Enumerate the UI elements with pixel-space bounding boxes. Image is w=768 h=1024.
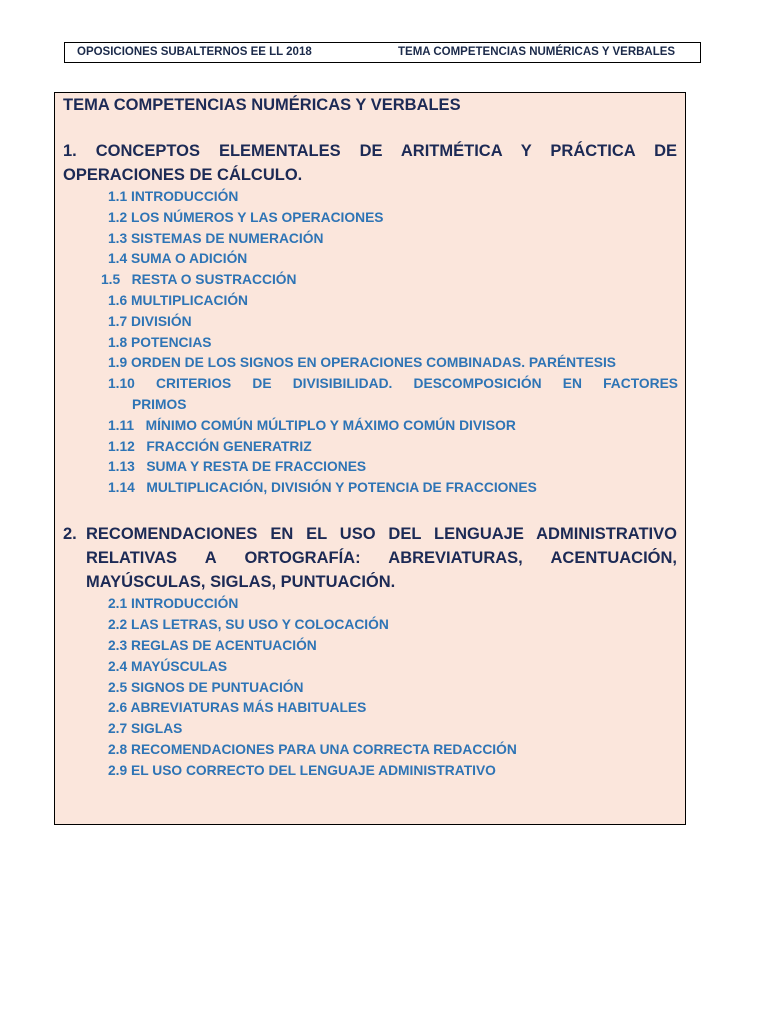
list-item: 1.7 DIVISIÓN — [108, 314, 192, 329]
document-title: TEMA COMPETENCIAS NUMÉRICAS Y VERBALES — [63, 96, 461, 114]
list-item: 1.6 MULTIPLICACIÓN — [108, 293, 249, 308]
list-item: 2.8 RECOMENDACIONES PARA UNA CORRECTA REDACCIÓN — [108, 742, 517, 757]
list-item: 1.11 MÍNIMO COMÚN MÚLTIPLO Y MÁXIMO COMÚN DIVISOR — [108, 418, 516, 433]
list-item: 2.2 LAS LETRAS, SU USO Y COLOCACIÓN — [108, 617, 389, 632]
section-1-heading-line-1: 1. CONCEPTOS ELEMENTALES DE ARITMÉTICA Y PRÁCTICA DE — [63, 142, 677, 160]
list-item: 1.5 RESTA O SUSTRACCIÓN — [101, 272, 297, 287]
list-item: 1.3 SISTEMAS DE NUMERACIÓN — [108, 231, 324, 246]
section-1-heading-line-2: OPERACIONES DE CÁLCULO. — [63, 166, 303, 184]
list-item: 2.9 EL USO CORRECTO DEL LENGUAJE ADMINISTRATIVO — [108, 763, 496, 778]
section-2-number: 2. — [63, 525, 77, 543]
list-item: 1.10 CRITERIOS DE DIVISIBILIDAD. DESCOMPOSICIÓN EN FACTORES — [108, 376, 678, 391]
list-item: 2.1 INTRODUCCIÓN — [108, 596, 239, 611]
list-item: 1.4 SUMA O ADICIÓN — [108, 251, 248, 266]
list-item: 1.13 SUMA Y RESTA DE FRACCIONES — [108, 459, 367, 474]
section-2-heading-line-3: MAYÚSCULAS, SIGLAS, PUNTUACIÓN. — [86, 573, 396, 591]
syllabus-box — [54, 92, 686, 825]
page-header — [64, 42, 701, 63]
section-2-heading-line-2: RELATIVAS A ORTOGRAFÍA: ABREVIATURAS, ACENTUACIÓN, — [86, 549, 677, 567]
list-item: 2.5 SIGNOS DE PUNTUACIÓN — [108, 680, 304, 695]
list-item: 1.1 INTRODUCCIÓN — [108, 189, 239, 204]
list-item: 2.3 REGLAS DE ACENTUACIÓN — [108, 638, 317, 653]
list-item: PRIMOS — [132, 397, 187, 412]
list-item: 1.9 ORDEN DE LOS SIGNOS EN OPERACIONES COMBINADAS. PARÉNTESIS — [108, 355, 617, 370]
list-item: 2.6 ABREVIATURAS MÁS HABITUALES — [108, 700, 367, 715]
header-right-text: TEMA COMPETENCIAS NUMÉRICAS Y VERBALES — [398, 46, 676, 58]
list-item: 2.4 MAYÚSCULAS — [108, 659, 228, 674]
list-item: 1.8 POTENCIAS — [108, 335, 212, 350]
list-item: 1.14 MULTIPLICACIÓN, DIVISIÓN Y POTENCIA DE FRACCIONES — [108, 480, 537, 495]
list-item: 1.12 FRACCIÓN GENERATRIZ — [108, 439, 312, 454]
section-2-heading-line-1: RECOMENDACIONES EN EL USO DEL LENGUAJE ADMINISTRATIVO — [86, 525, 677, 543]
list-item: 1.2 LOS NÚMEROS Y LAS OPERACIONES — [108, 210, 384, 225]
header-left-text: OPOSICIONES SUBALTERNOS EE LL 2018 — [77, 46, 312, 58]
list-item: 2.7 SIGLAS — [108, 721, 183, 736]
